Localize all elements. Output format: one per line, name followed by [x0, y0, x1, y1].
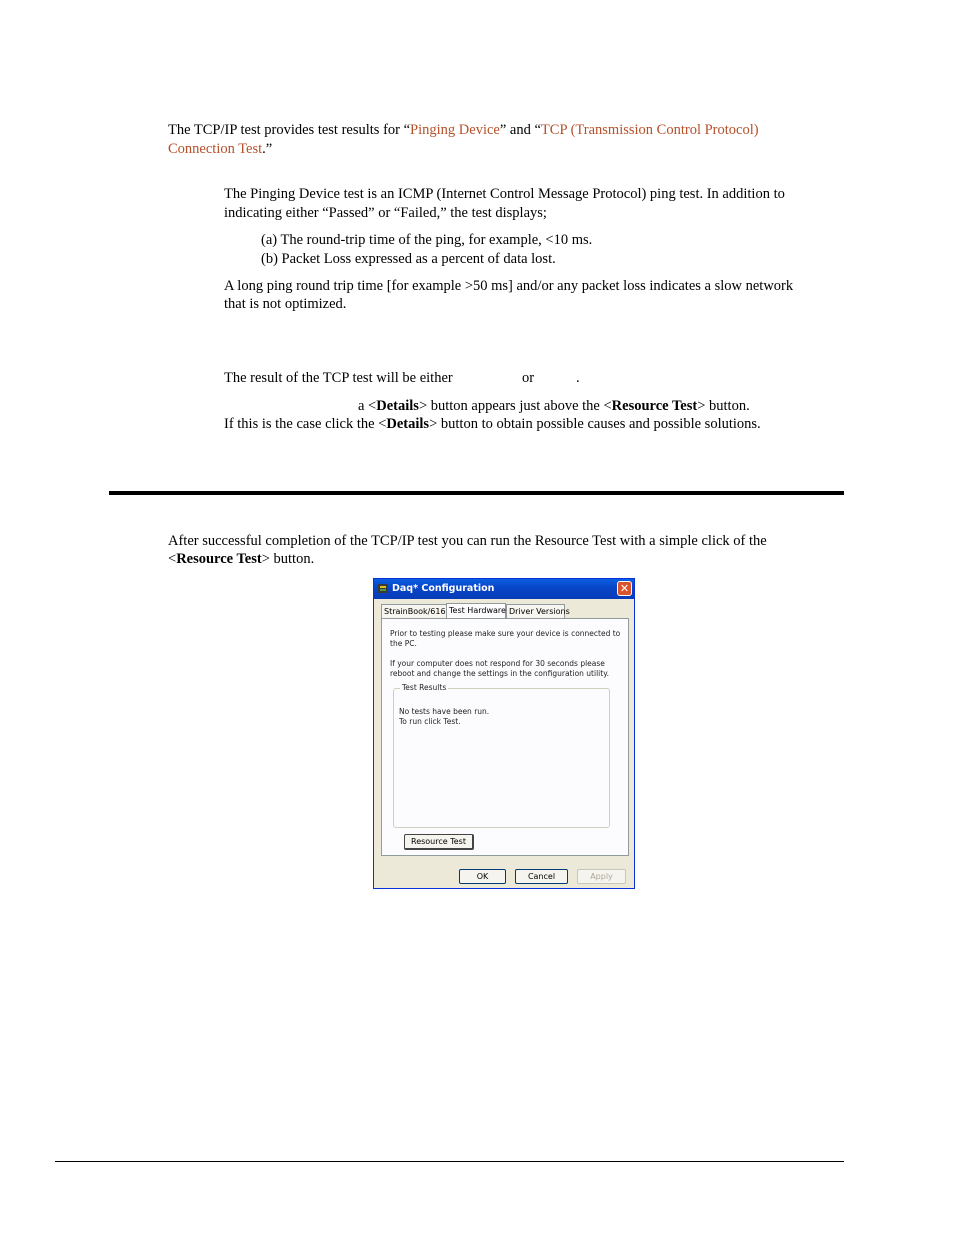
test-results-title: Test Results [402, 683, 447, 692]
details-text-c: > button appears just above the < [418, 398, 612, 414]
test-results-group [393, 683, 610, 828]
long-ping-line-2: that is not optimized. [224, 296, 347, 312]
daq-configuration-dialog [373, 578, 635, 889]
tcp-connection-link-part2[interactable]: Connection Test [168, 141, 263, 157]
section-divider [109, 491, 844, 495]
app-icon [377, 582, 389, 595]
details-case-sentence [224, 415, 761, 433]
resource-text-a: < [168, 551, 177, 567]
case-text-a: If this is the case click the < [224, 416, 387, 432]
test-results-line-1: No tests have been run. [399, 707, 490, 716]
intro-text-mid: ” and “ [499, 122, 541, 138]
cancel-button[interactable]: Cancel [515, 869, 568, 884]
intro-text-end: .” [262, 141, 273, 157]
resource-test-bold: Resource Test [176, 551, 262, 567]
resource-test-button[interactable]: Resource Test [404, 834, 474, 850]
intro-text: The TCP/IP test provides test results for “ [168, 122, 411, 138]
tcp-result-period: . [576, 370, 580, 386]
details-text-e: > button. [697, 398, 750, 414]
resource-paragraph-line-1: After successful completion of the TCP/IP test you can run the Resource Test with a simple click of the [168, 533, 767, 549]
ping-list-item-a: (a) The round-trip time of the ping, for example, <10 ms. [261, 232, 593, 248]
long-ping-line-1: A long ping round trip time [for example >50 ms] and/or any packet loss indicates a slow network [224, 278, 794, 294]
test-results-line-2: To run click Test. [399, 717, 461, 726]
case-text-c: > button to obtain possible causes and possible solutions. [429, 416, 761, 432]
resource-test-label: Resource Test [611, 398, 698, 414]
details-label: Details [376, 398, 419, 414]
resource-text-c: > button. [261, 551, 315, 567]
pinging-device-link[interactable]: Pinging Device [410, 122, 500, 138]
tab-driver-versions[interactable]: Driver Versions [506, 604, 565, 618]
tab-strainbook[interactable]: StrainBook/616 [381, 604, 447, 618]
tcp-result-text: The result of the TCP test will be either [224, 370, 453, 386]
details-sentence [358, 397, 750, 415]
tcp-result-or: or [522, 370, 535, 386]
ping-paragraph-line-1: The Pinging Device test is an ICMP (Internet Control Message Protocol) ping test. In addition to [224, 186, 785, 202]
notice-line-3: If your computer does not respond for 30 seconds please [390, 659, 605, 668]
tab-test-hardware[interactable]: Test Hardware [446, 603, 506, 619]
details-text-a: a < [358, 398, 377, 414]
notice-line-1: Prior to testing please make sure your device is connected to [390, 629, 621, 638]
tcp-connection-link-part1[interactable]: TCP (Transmission Control Protocol) [540, 122, 759, 138]
ping-list-item-b: (b) Packet Loss expressed as a percent of data lost. [261, 251, 556, 267]
dialog-title: Daq* Configuration [392, 583, 495, 594]
notice-line-4: reboot and change the settings in the configuration utility. [390, 669, 609, 678]
close-icon[interactable]: ✕ [617, 581, 632, 596]
resource-paragraph-line-2 [168, 550, 314, 568]
test-hardware-panel [381, 618, 629, 856]
ok-button[interactable]: OK [459, 869, 506, 884]
notice-line-2: the PC. [390, 639, 417, 648]
footer-rule [55, 1161, 844, 1162]
intro-line-1 [168, 121, 759, 139]
dialog-titlebar[interactable] [374, 579, 634, 599]
intro-line-2 [168, 140, 272, 158]
apply-button[interactable]: Apply [577, 869, 626, 884]
case-details-label: Details [386, 416, 430, 432]
ping-paragraph-line-2: indicating either “Passed” or “Failed,” the test displays; [224, 205, 547, 221]
